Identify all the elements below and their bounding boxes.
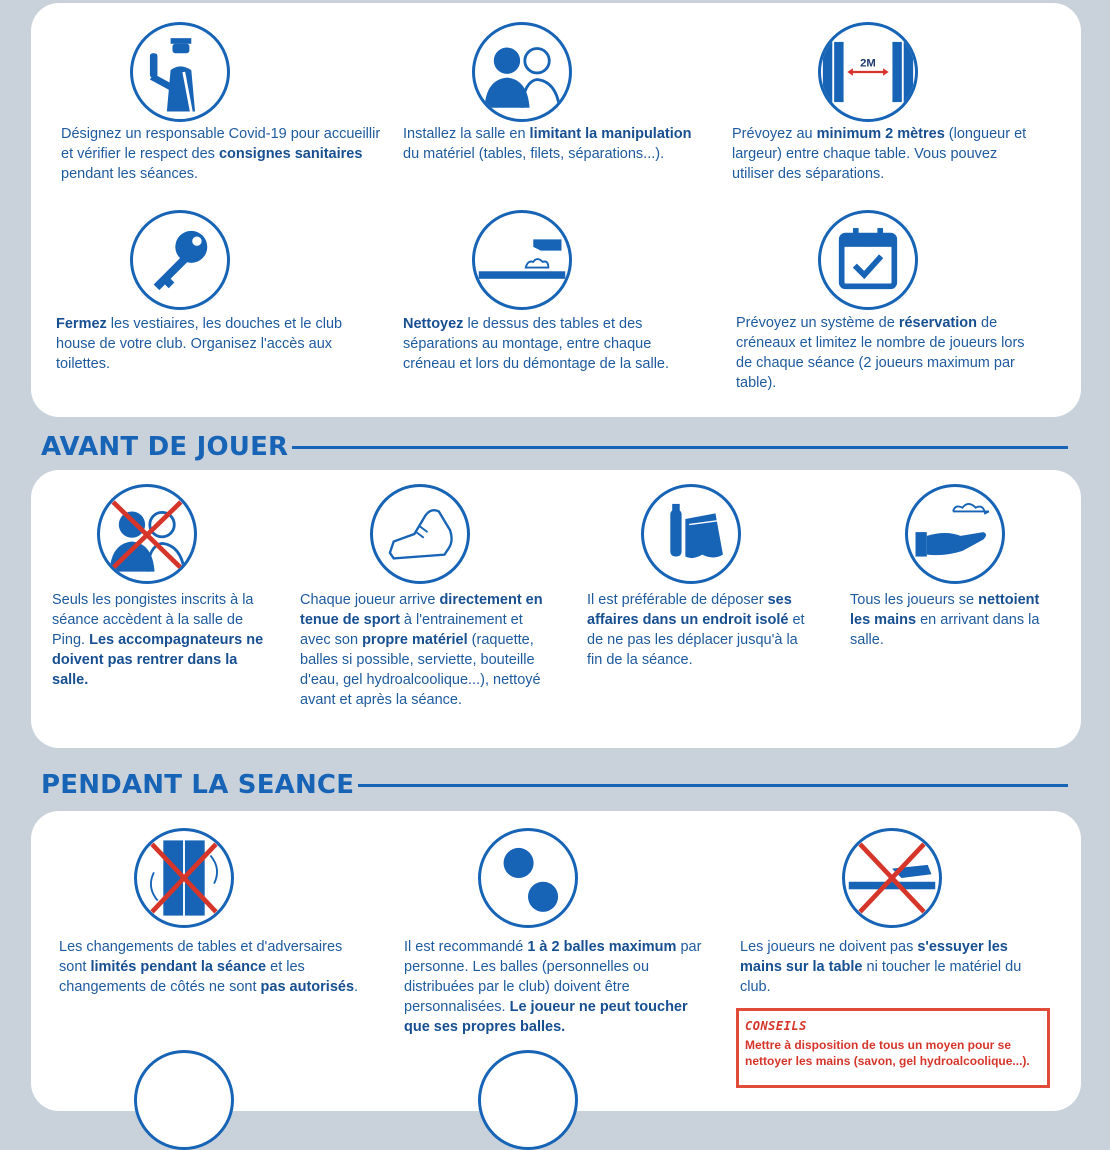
section-title: AVANT DE JOUER (41, 432, 289, 462)
item-text: Il est recommandé 1 à 2 balles maximum par personne. Les balles (personnelles ou distribuées par le club) doivent être personnalisées. Le joueur ne peut toucher que ses propres balles. (404, 939, 702, 1035)
section-avant-de-jouer (41, 430, 1068, 464)
key-icon (130, 210, 230, 310)
calendar-check-icon (818, 210, 918, 310)
item-text: Prévoyez un système de réservation de créneaux et limitez le nombre de joueurs lors de chaque séance (2 joueurs maximum par table). (736, 315, 1025, 391)
item-text: Seuls les pongistes inscrits à la séance accèdent à la salle de Ping. Les accompagnateurs ne doivent pas rentrer dans la salle. (52, 592, 264, 688)
section-rule (358, 784, 1068, 787)
section-title: PENDANT LA SEANCE (41, 770, 355, 800)
item-text: Installez la salle en limitant la manipulation du matériel (tables, filets, séparations...). (403, 126, 692, 162)
item-text: Désignez un responsable Covid-19 pour accueillir et vérifier le respect des consignes sanitaires pendant les séances. (61, 126, 381, 182)
distance-label: 2M (860, 57, 876, 70)
item-text: Les changements de tables et d'adversaires sont limités pendant la séance et les changements de côtés ne sont pas autorisés. (59, 939, 359, 995)
two-balls-icon (478, 828, 578, 928)
hand-wash-icon (905, 484, 1005, 584)
people-icon (472, 22, 572, 122)
distance-icon (818, 22, 918, 122)
belongings-icon (641, 484, 741, 584)
item-text: Nettoyez le dessus des tables et des séparations au montage, entre chaque créneau et lors du démontage de la salle. (403, 316, 670, 372)
no-table-change-icon (134, 828, 234, 928)
item-text: Il est préférable de déposer ses affaires dans un endroit isolé et de ne pas les déplacer jusqu'à la fin de la séance. (587, 592, 805, 668)
conseils-body: Mettre à disposition de tous un moyen pour se nettoyer les mains (savon, gel hydroalcoolique...). (745, 1038, 1030, 1068)
item-text: Prévoyez au minimum 2 mètres (longueur et largeur) entre chaque table. Vous pouvez utiliser des séparations. (732, 126, 1027, 182)
no-wipe-hands-icon (842, 828, 942, 928)
circle-icon (478, 1050, 578, 1150)
item-text: Tous les joueurs se nettoient les mains en arrivant dans la salle. (850, 592, 1040, 648)
conseils-box (736, 1008, 1050, 1088)
clean-table-icon (472, 210, 572, 310)
item-text: Fermez les vestiaires, les douches et le club house de votre club. Organisez l'accès aux toilettes. (56, 316, 343, 372)
referee-icon (130, 22, 230, 122)
sneaker-icon (370, 484, 470, 584)
circle-icon (134, 1050, 234, 1150)
conseils-title: CONSEILS (745, 1019, 807, 1033)
section-pendant-la-seance (41, 768, 1068, 802)
section-rule (292, 446, 1068, 449)
no-companions-icon (97, 484, 197, 584)
item-text: Chaque joueur arrive directement en tenue de sport à l'entrainement et avec son propre matériel (raquette, balles si possible, serviette, bouteille d'eau, gel hydroalcoolique...), nettoyé avant et après la séance. (300, 592, 543, 708)
item-text: Les joueurs ne doivent pas s'essuyer les mains sur la table ni toucher le matériel du club. (740, 939, 1022, 995)
